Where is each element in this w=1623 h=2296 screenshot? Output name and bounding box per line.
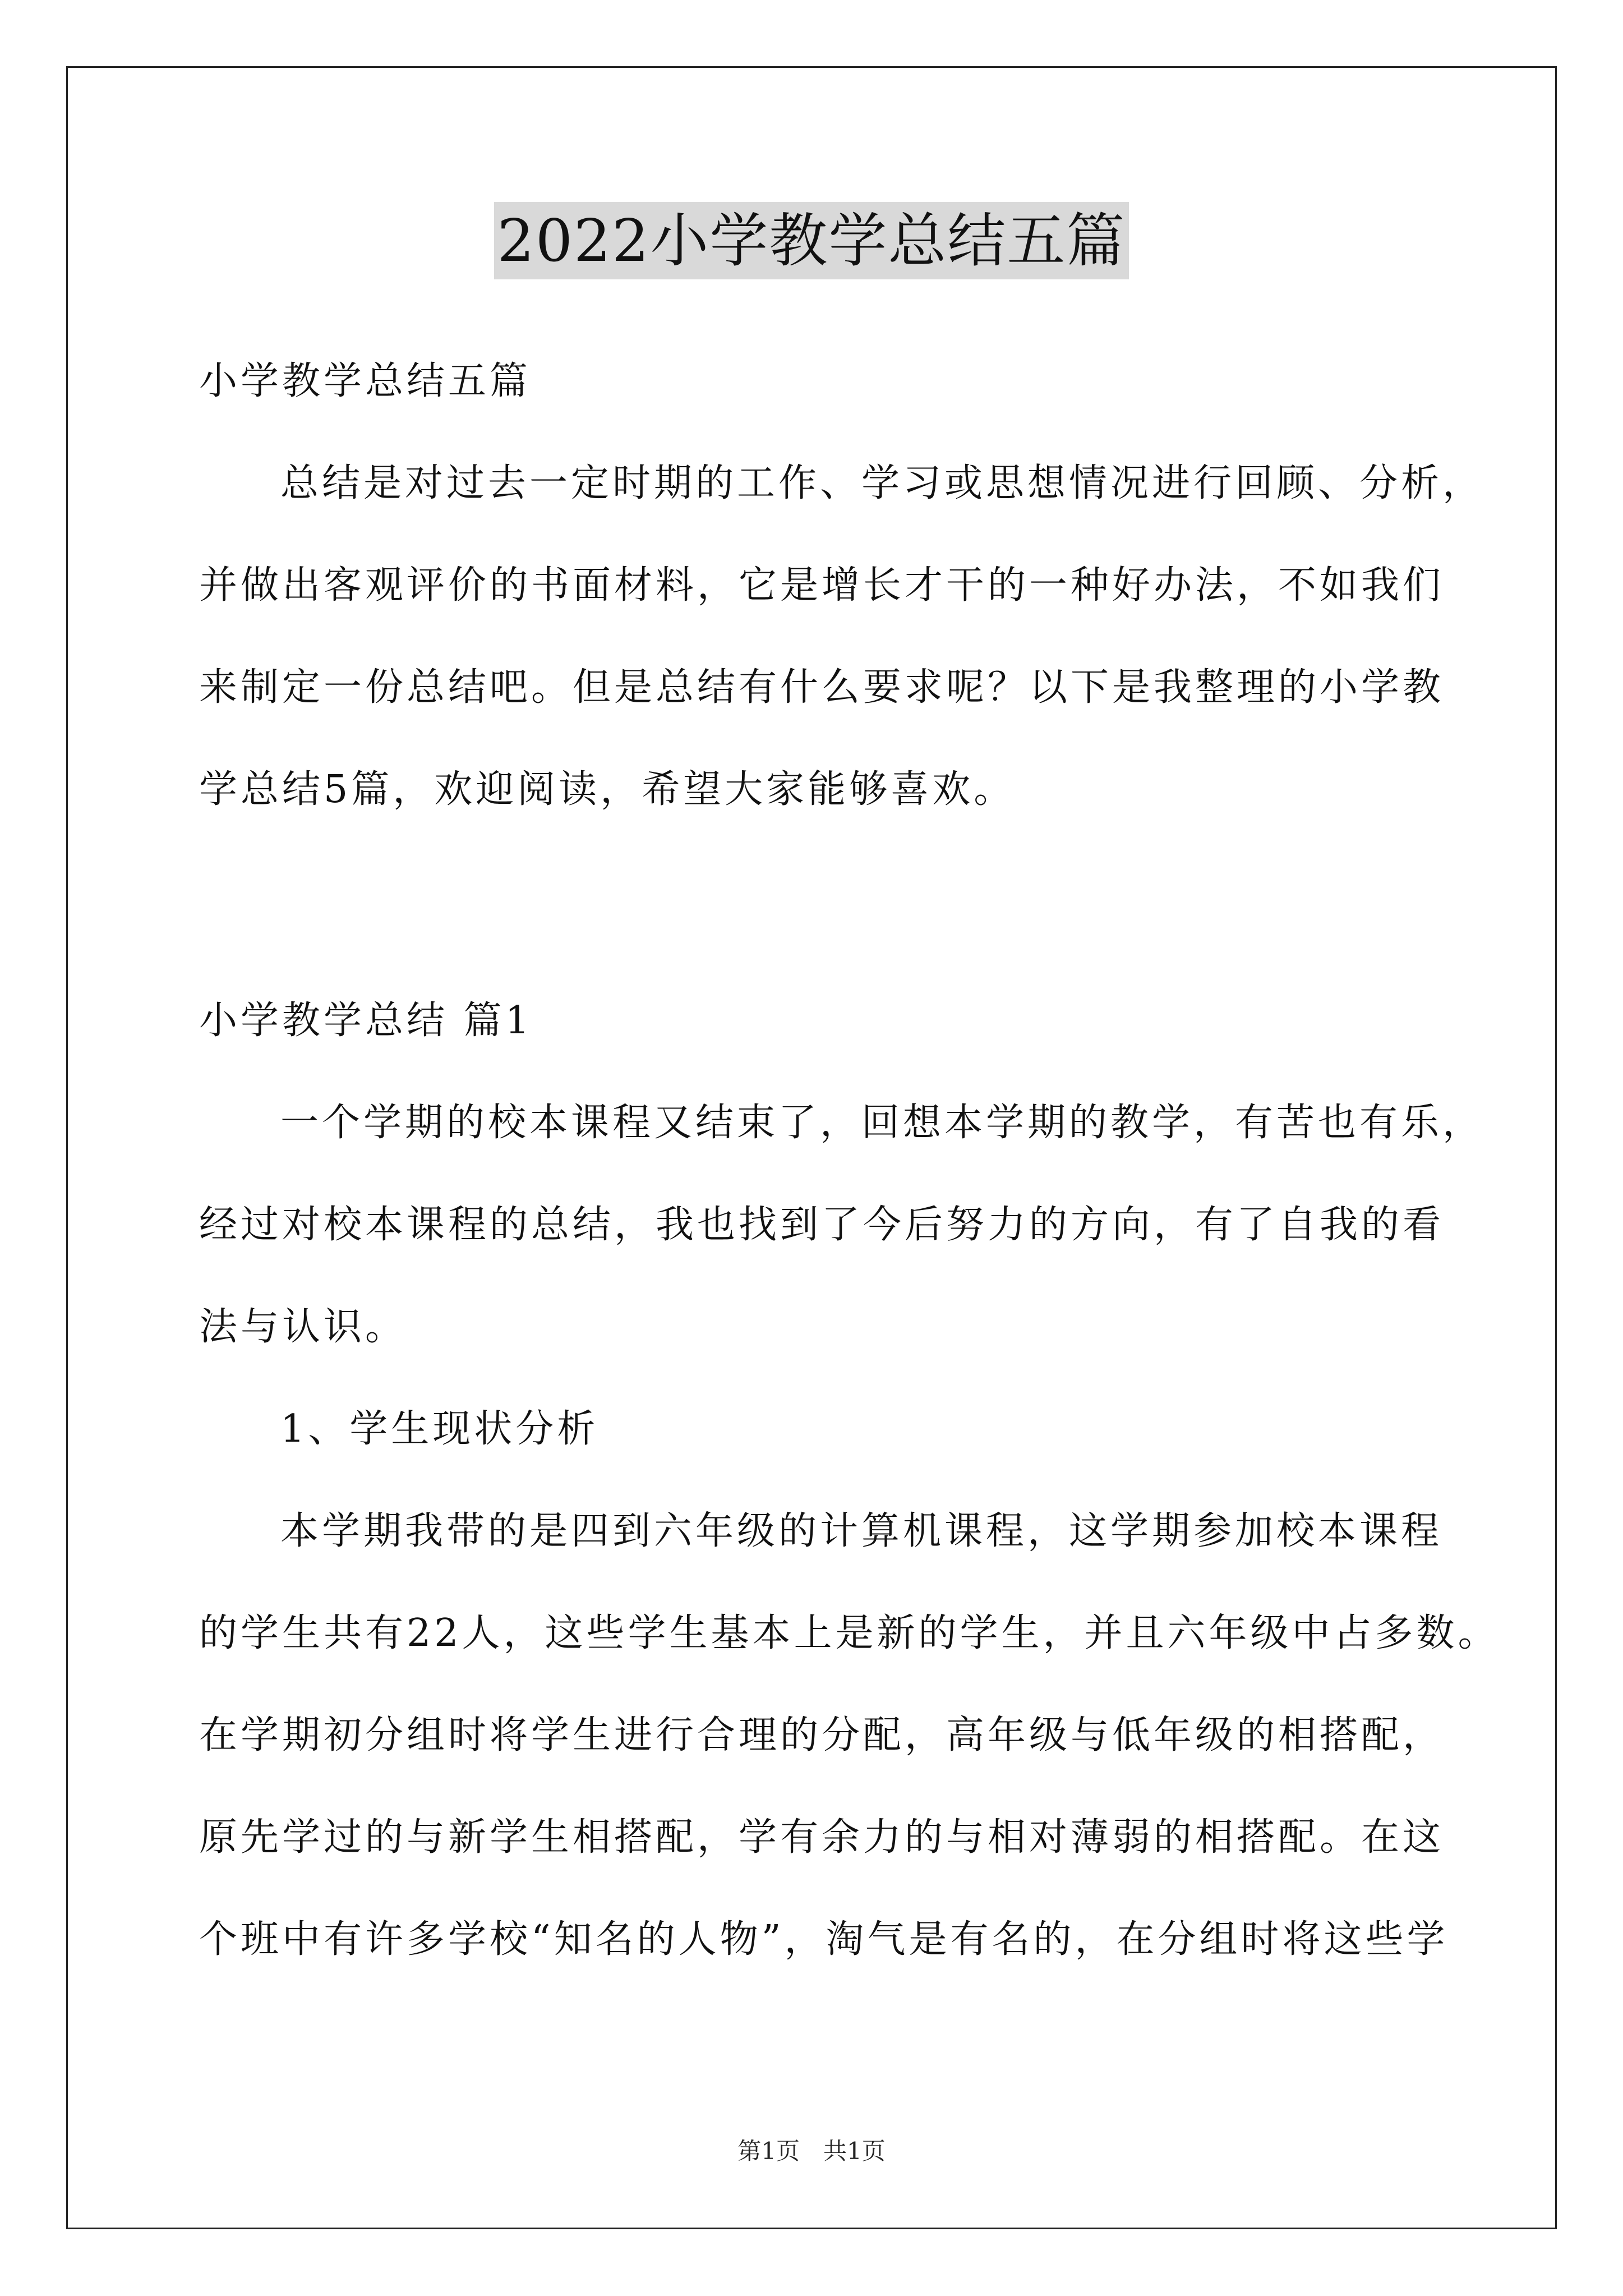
para2-line-3: 在学期初分组时将学生进行合理的分配，高年级与低年级的相搭配， <box>199 1713 1445 1757</box>
para2-line-4: 原先学过的与新学生相搭配，学有余力的与相对薄弱的相搭配。在这 <box>199 1815 1445 1860</box>
para2-line-1: 本学期我带的是四到六年级的计算机课程，这学期参加校本课程 <box>280 1509 1443 1553</box>
subheading: 1、学生现状分析 <box>280 1407 599 1451</box>
page-footer: 第1页 共1页 <box>737 2137 886 2165</box>
intro-line-1: 总结是对过去一定时期的工作、学习或思想情况进行回顾、分析， <box>280 461 1484 505</box>
intro-line-4: 学总结5篇，欢迎阅读，希望大家能够喜欢。 <box>199 767 1016 812</box>
intro-line-2: 并做出客观评价的书面材料，它是增长才干的一种好办法，不如我们 <box>199 563 1445 608</box>
section-heading: 小学教学总结 篇1 <box>199 999 533 1043</box>
para1-line-3: 法与认识。 <box>199 1305 407 1349</box>
document-subtitle: 小学教学总结五篇 <box>199 359 532 403</box>
document-title: 2022小学教学总结五篇 <box>494 202 1129 279</box>
title-container <box>0 202 1623 279</box>
para2-line-5: 个班中有许多学校“知名的人物”，淘气是有名的，在分组时将这些学 <box>199 1917 1449 1962</box>
para1-line-2: 经过对校本课程的总结，我也找到了今后努力的方向，有了自我的看 <box>199 1203 1445 1247</box>
para2-line-2: 的学生共有22人，这些学生基本上是新的学生，并且六年级中占多数。 <box>199 1611 1500 1655</box>
para1-line-1: 一个学期的校本课程又结束了，回想本学期的教学，有苦也有乐， <box>280 1101 1484 1145</box>
intro-line-3: 来制定一份总结吧。但是总结有什么要求呢？以下是我整理的小学教 <box>199 665 1445 710</box>
